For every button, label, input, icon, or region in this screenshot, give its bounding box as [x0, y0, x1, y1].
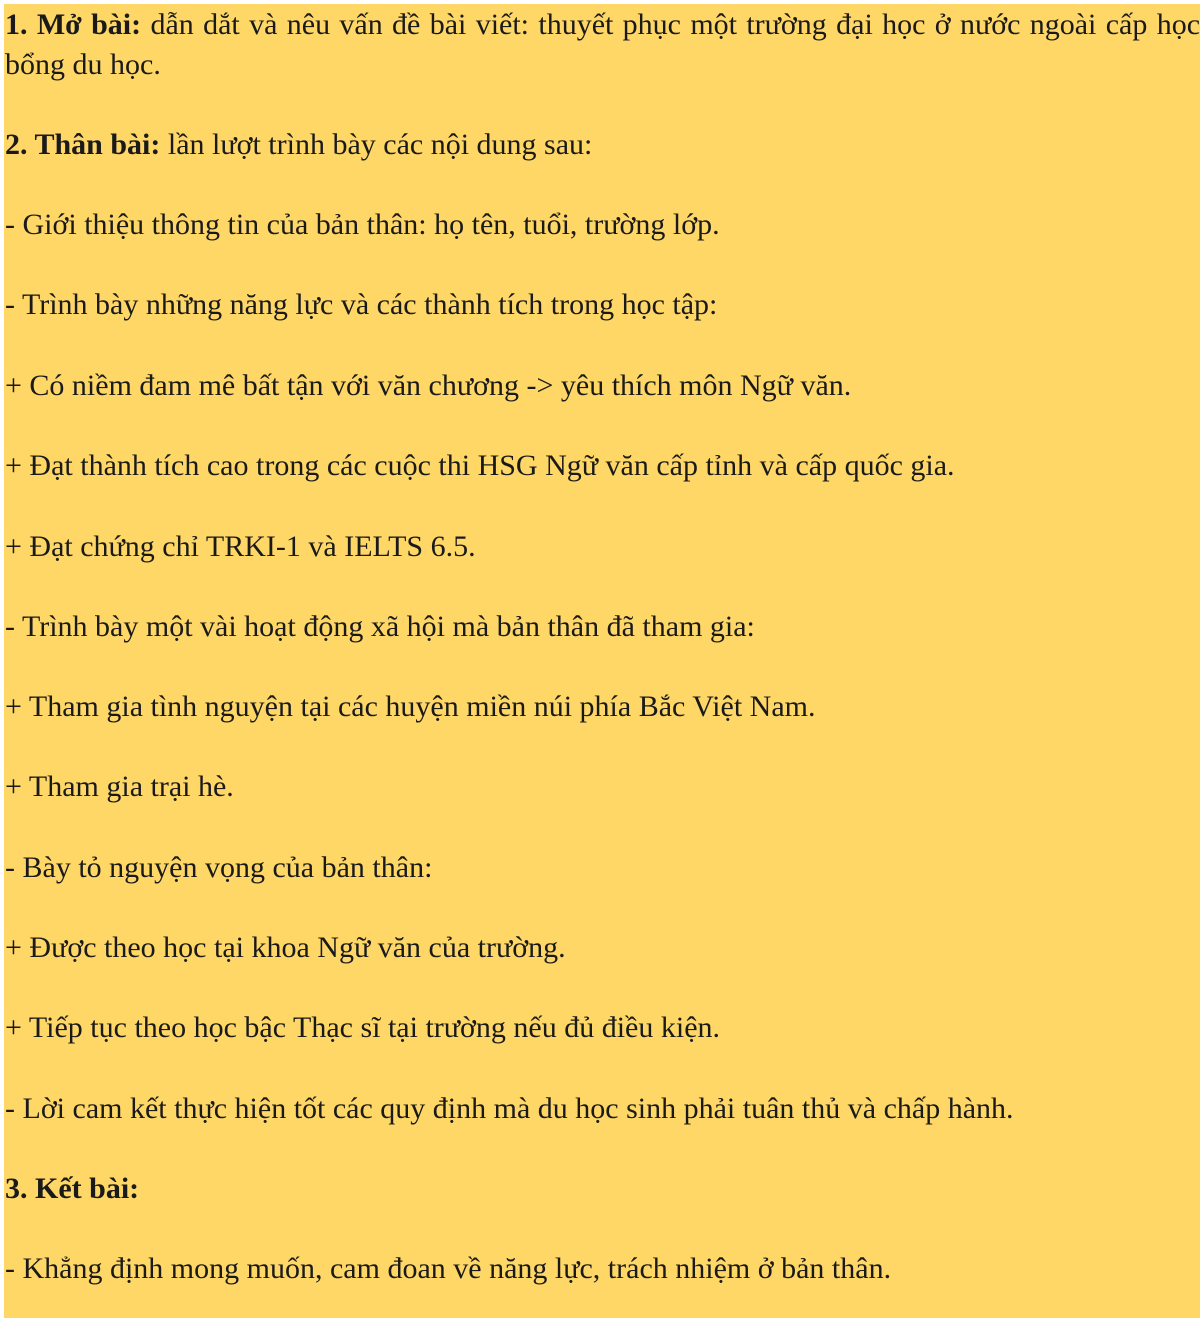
- intro-text: dẫn dắt và nêu vấn đề bài viết: thuyết phục một trường đại học ở nước ngoài cấp học bổng du học.: [5, 8, 1200, 81]
- body-heading-text: lần lượt trình bày các nội dung sau:: [160, 128, 593, 161]
- body-heading: 2. Thân bài:: [5, 128, 161, 161]
- body-line-7: + Tham gia tình nguyện tại các huyện miền núi phía Bắc Việt Nam.: [5, 690, 816, 723]
- body-line-1: - Giới thiệu thông tin của bản thân: họ tên, tuổi, trường lớp.: [5, 208, 720, 241]
- body-line-8: + Tham gia trại hè.: [5, 770, 234, 803]
- body-line-5: + Đạt chứng chỉ TRKI-1 và IELTS 6.5.: [5, 530, 476, 563]
- conclusion-heading: 3. Kết bài:: [5, 1172, 140, 1205]
- body-line-3: + Có niềm đam mê bất tận với văn chương -> yêu thích môn Ngữ văn.: [5, 369, 852, 402]
- top-border: [0, 0, 1200, 4]
- body-line-12: - Lời cam kết thực hiện tốt các quy định mà du học sinh phải tuân thủ và chấp hành.: [5, 1092, 1014, 1125]
- conclusion-line-1: - Khẳng định mong muốn, cam đoan về năng lực, trách nhiệm ở bản thân.: [5, 1252, 892, 1285]
- body-line-4: + Đạt thành tích cao trong các cuộc thi HSG Ngữ văn cấp tỉnh và cấp quốc gia.: [5, 449, 955, 482]
- body-line-6: - Trình bày một vài hoạt động xã hội mà bản thân đã tham gia:: [5, 610, 755, 643]
- left-border: [0, 0, 4, 1318]
- body-heading-line: [5, 125, 592, 165]
- body-line-9: - Bày tỏ nguyện vọng của bản thân:: [5, 851, 433, 884]
- body-line-10: + Được theo học tại khoa Ngữ văn của trường.: [5, 931, 566, 964]
- intro-paragraph: [5, 5, 1200, 85]
- intro-heading: 1. Mở bài:: [5, 8, 142, 41]
- body-line-2: - Trình bày những năng lực và các thành tích trong học tập:: [5, 288, 718, 321]
- body-line-11: + Tiếp tục theo học bậc Thạc sĩ tại trường nếu đủ điều kiện.: [5, 1011, 721, 1044]
